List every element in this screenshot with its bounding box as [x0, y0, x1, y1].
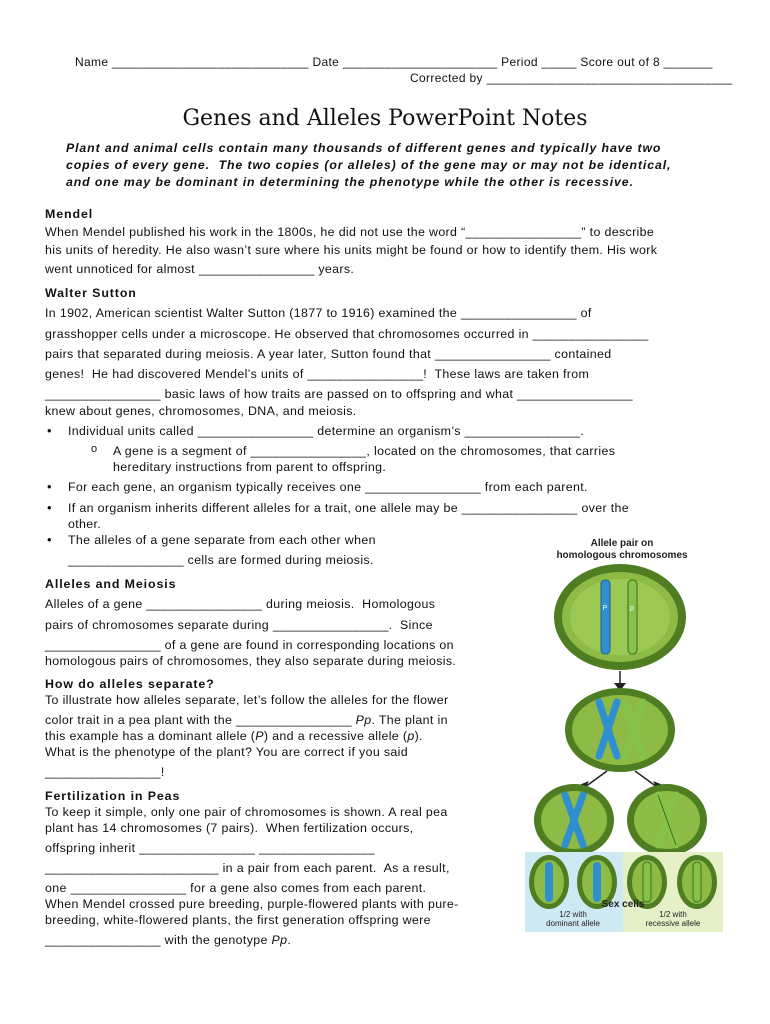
bullet-item: Individual units called ________________ determine an organism’s ________________.: [68, 424, 585, 438]
sutton-line-6: knew about genes, chromosomes, DNA, and meiosis.: [45, 404, 357, 418]
daughter-cell-recessive: [627, 784, 707, 856]
sutton-line-2: grasshopper cells under a microscope. He observed that chromosomes occurred in ________________: [45, 327, 649, 341]
intro-line-2: copies of every gene. The two copies (or alleles) of the gene may or may not be identical,: [66, 158, 672, 172]
fertilization-line-2: plant has 14 chromosomes (7 pairs). When fertilization occurs,: [45, 821, 414, 835]
recessive-allele-label: p: [630, 605, 634, 612]
alleles-meiosis-line-1: Alleles of a gene ________________ during meiosis. Homologous: [45, 597, 436, 611]
header-name-date-line: Name ____________________________ Date ______________________ Period _____ Score out of 8 _______: [75, 55, 713, 69]
mendel-line-3: went unnoticed for almost ________________ years.: [45, 262, 355, 276]
section-heading-alleles-meiosis: Alleles and Meiosis: [45, 577, 177, 591]
header-corrected-line: Corrected by ___________________________________: [410, 71, 733, 85]
mendel-line-2: his units of heredity. He also wasn’t sure where his units might be found or how to identify them. His work: [45, 243, 658, 257]
page-title: Genes and Alleles PowerPoint Notes: [182, 106, 588, 131]
recessive-fraction-label-1: 1/2 with: [659, 910, 687, 919]
bullet-item-cont: other.: [68, 517, 102, 531]
recessive-chromosome: [628, 580, 637, 654]
meiosis-cell: [565, 688, 675, 772]
recessive-fraction-label-2: recessive allele: [645, 919, 701, 928]
fertilization-line-8: ________________ with the genotype Pp.: [45, 933, 292, 947]
bullet-item: For each gene, an organism typically receives one ________________ from each parent.: [68, 480, 588, 494]
bullet-item: If an organism inherits different alleles for a trait, one allele may be ________________ over the: [68, 501, 630, 515]
meiosis-figure: [525, 530, 723, 932]
sub-bullet-icon: o: [91, 443, 98, 455]
sub-bullet-item: A gene is a segment of ________________, located on the chromosomes, that carries: [113, 444, 616, 458]
bullet-item: The alleles of a gene separate from each other when: [68, 533, 376, 547]
parent-cell: [554, 564, 686, 670]
figure-caption-line-1: Allele pair on: [590, 538, 654, 549]
fertilization-line-7: breeding, white-flowered plants, the first generation offspring were: [45, 913, 431, 927]
intro-line-3: and one may be dominant in determining the phenotype while the other is recessive.: [66, 175, 634, 189]
separate-line-3: this example has a dominant allele (P) and a recessive allele (p).: [45, 729, 423, 743]
sub-bullet-item-cont: hereditary instructions from parent to offspring.: [113, 460, 387, 474]
separate-line-1: To illustrate how alleles separate, let’s follow the alleles for the flower: [45, 693, 449, 707]
sutton-line-3: pairs that separated during meiosis. A year later, Sutton found that ________________ contained: [45, 347, 612, 361]
section-heading-mendel: Mendel: [45, 207, 94, 221]
sutton-line-4: genes! He had discovered Mendel’s units of ________________! These laws are taken from: [45, 367, 590, 381]
fertilization-line-5: one ________________ for a gene also comes from each parent.: [45, 881, 427, 895]
separate-line-2: color trait in a pea plant with the ________________ Pp. The plant in: [45, 713, 448, 727]
fertilization-line-3: offspring inherit ________________ ________________: [45, 841, 375, 855]
fertilization-line-4: ________________________ in a pair from each parent. As a result,: [45, 861, 450, 875]
alleles-meiosis-line-2: pairs of chromosomes separate during ________________. Since: [45, 618, 433, 632]
bullet-icon: •: [47, 479, 52, 494]
bullet-icon: •: [47, 532, 52, 547]
dominant-chromosome: [601, 580, 610, 654]
intro-line-1: Plant and animal cells contain many thousands of different genes and typically have two: [66, 141, 662, 155]
sex-cell: [677, 855, 717, 909]
figure-caption-line-2: homologous chromosomes: [556, 550, 688, 561]
fertilization-line-6: When Mendel crossed pure breeding, purple-flowered plants with pure-: [45, 897, 459, 911]
bullet-item-cont: ________________ cells are formed during meiosis.: [68, 553, 374, 567]
fertilization-line-1: To keep it simple, only one pair of chromosomes is shown. A real pea: [45, 805, 448, 819]
dominant-allele-label: P: [602, 605, 608, 612]
mendel-line-1: When Mendel published his work in the 1800s, he did not use the word “________________” to describe: [45, 225, 655, 239]
daughter-cell-dominant: [534, 784, 614, 856]
section-heading-separate: How do alleles separate?: [45, 677, 215, 691]
alleles-meiosis-line-4: homologous pairs of chromosomes, they also separate during meiosis.: [45, 654, 457, 668]
section-heading-fertilization: Fertilization in Peas: [45, 789, 181, 803]
sutton-line-1: In 1902, American scientist Walter Sutton (1877 to 1916) examined the ________________ of: [45, 306, 592, 320]
dominant-fraction-label-2: dominant allele: [546, 919, 600, 928]
separate-line-5: ________________!: [45, 765, 165, 779]
bullet-icon: •: [47, 423, 52, 438]
dominant-fraction-label-1: 1/2 with: [559, 910, 587, 919]
sutton-line-5: ________________ basic laws of how traits are passed on to offspring and what ________________: [45, 387, 633, 401]
section-heading-sutton: Walter Sutton: [45, 286, 137, 300]
separate-line-4: What is the phenotype of the plant? You are correct if you said: [45, 745, 409, 759]
sex-cell: [529, 855, 569, 909]
alleles-meiosis-line-3: ________________ of a gene are found in corresponding locations on: [45, 638, 454, 652]
bullet-icon: •: [47, 500, 52, 515]
sex-cells-label: Sex cells: [601, 899, 645, 910]
